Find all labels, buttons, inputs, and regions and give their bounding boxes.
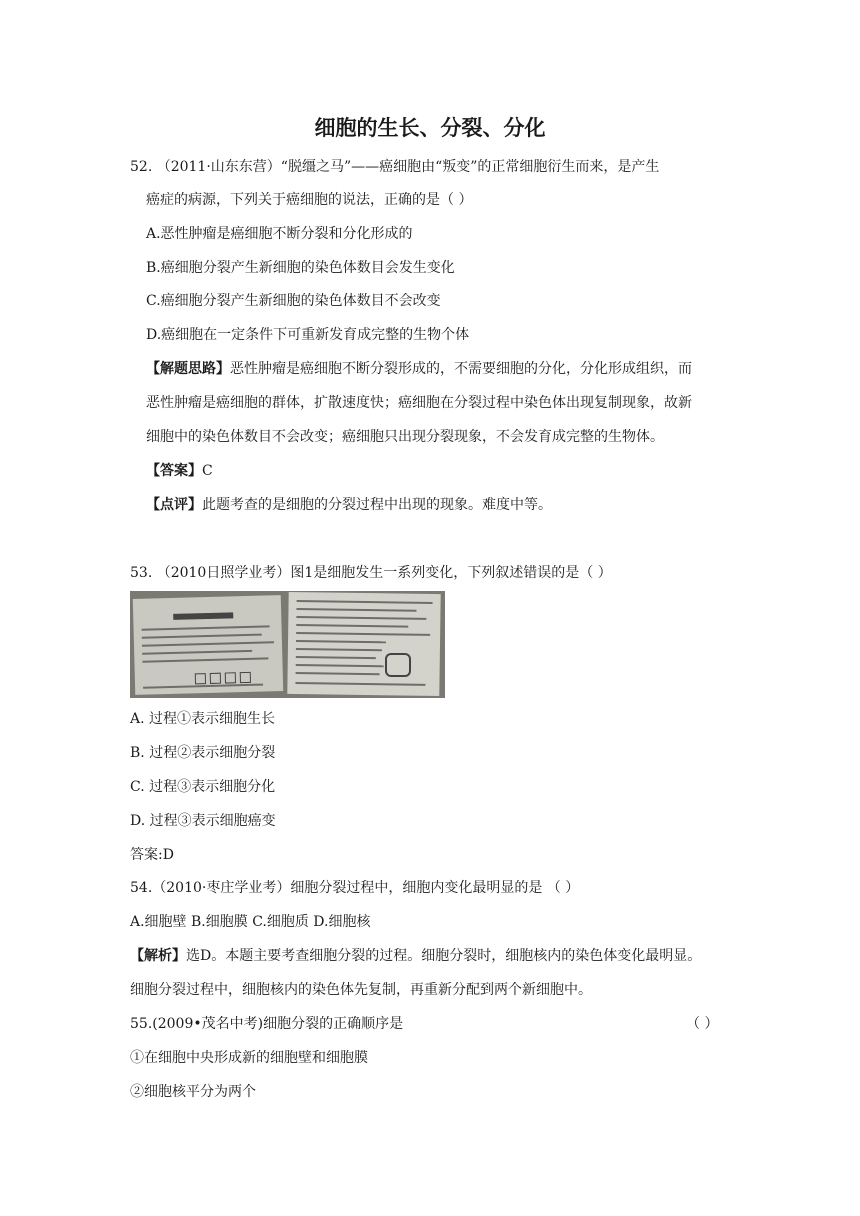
q53-option-b: B. 过程②表示细胞分裂 bbox=[130, 745, 276, 761]
q52-comment-label: 【点评】 bbox=[146, 497, 202, 513]
q55-item-2: ②细胞核平分为两个 bbox=[130, 1084, 256, 1100]
q52-option-b: B.癌细胞分裂产生新细胞的染色体数目会发生变化 bbox=[146, 260, 455, 276]
q55-answer-bracket: （ ） bbox=[686, 1016, 719, 1032]
q54-options: A.细胞壁 B.细胞膜 C.细胞质 D.细胞核 bbox=[130, 914, 371, 930]
q52-answer bbox=[146, 461, 213, 481]
q52-analysis-line3: 细胞中的染色体数目不会改变；癌细胞只出现分裂现象，不会发育成完整的生物体。 bbox=[146, 429, 664, 445]
q52-stem-line2: 癌症的病源，下列关于癌细胞的说法，正确的是（ ） bbox=[146, 192, 473, 208]
q53-option-a: A. 过程①表示细胞生长 bbox=[130, 711, 276, 727]
q52-analysis-line1 bbox=[146, 359, 692, 379]
q52-analysis-line2: 恶性肿瘤是癌细胞的群体，扩散速度快；癌细胞在分裂过程中染色体出现复制现象，故新 bbox=[146, 395, 692, 411]
page-title: 细胞的生长、分裂、分化 bbox=[314, 116, 546, 140]
q53-answer: 答案:D bbox=[130, 847, 174, 863]
q53-option-c: C. 过程③表示细胞分化 bbox=[130, 779, 276, 795]
q52-answer-label: 【答案】 bbox=[146, 463, 202, 479]
q52-option-a: A.恶性肿瘤是癌细胞不断分裂和分化形成的 bbox=[146, 226, 413, 242]
q52-comment-text: 此题考查的是细胞的分裂过程中出现的现象。难度中等。 bbox=[202, 497, 552, 513]
figure-cell-shape bbox=[385, 653, 411, 677]
q52-option-d: D.癌细胞在一定条件下可重新发育成完整的生物个体 bbox=[146, 327, 470, 343]
q54-analysis-line1 bbox=[130, 946, 701, 966]
q52-answer-value: C bbox=[202, 463, 213, 479]
q52-comment bbox=[146, 495, 552, 515]
figure-left-sheet bbox=[133, 595, 283, 695]
figure-right-sheet bbox=[287, 592, 440, 696]
q54-stem: 54.（2010·枣庄学业考）细胞分裂过程中，细胞内变化最明显的是 （ ） bbox=[130, 880, 580, 896]
q52-analysis-label: 【解题思路】 bbox=[146, 361, 230, 377]
q54-analysis-text1: 选D。本题主要考查细胞分裂的过程。细胞分裂时，细胞核内的染色体变化最明显。 bbox=[186, 948, 702, 964]
q52-option-c: C.癌细胞分裂产生新细胞的染色体数目不会改变 bbox=[146, 293, 441, 309]
q52-stem-line1: 52. （2011·山东东营）“脱缰之马”——癌细胞由“叛变”的正常细胞衍生而来，是产生 bbox=[130, 159, 660, 175]
q53-figure-image bbox=[130, 591, 445, 698]
q54-analysis-line2: 细胞分裂过程中，细胞核内的染色体先复制，再重新分配到两个新细胞中。 bbox=[130, 982, 592, 998]
q54-analysis-label: 【解析】 bbox=[130, 948, 186, 964]
q53-option-d: D. 过程③表示细胞癌变 bbox=[130, 813, 276, 829]
q55-stem: 55.(2009•茂名中考)细胞分裂的正确顺序是 bbox=[130, 1016, 404, 1032]
q52-analysis-text1: 恶性肿瘤是癌细胞不断分裂形成的，不需要细胞的分化，分化形成组织，而 bbox=[230, 361, 692, 377]
q55-item-1: ①在细胞中央形成新的细胞壁和细胞膜 bbox=[130, 1050, 368, 1066]
q53-stem: 53. （2010日照学业考）图1是细胞发生一系列变化，下列叙述错误的是（ ） bbox=[130, 565, 612, 581]
